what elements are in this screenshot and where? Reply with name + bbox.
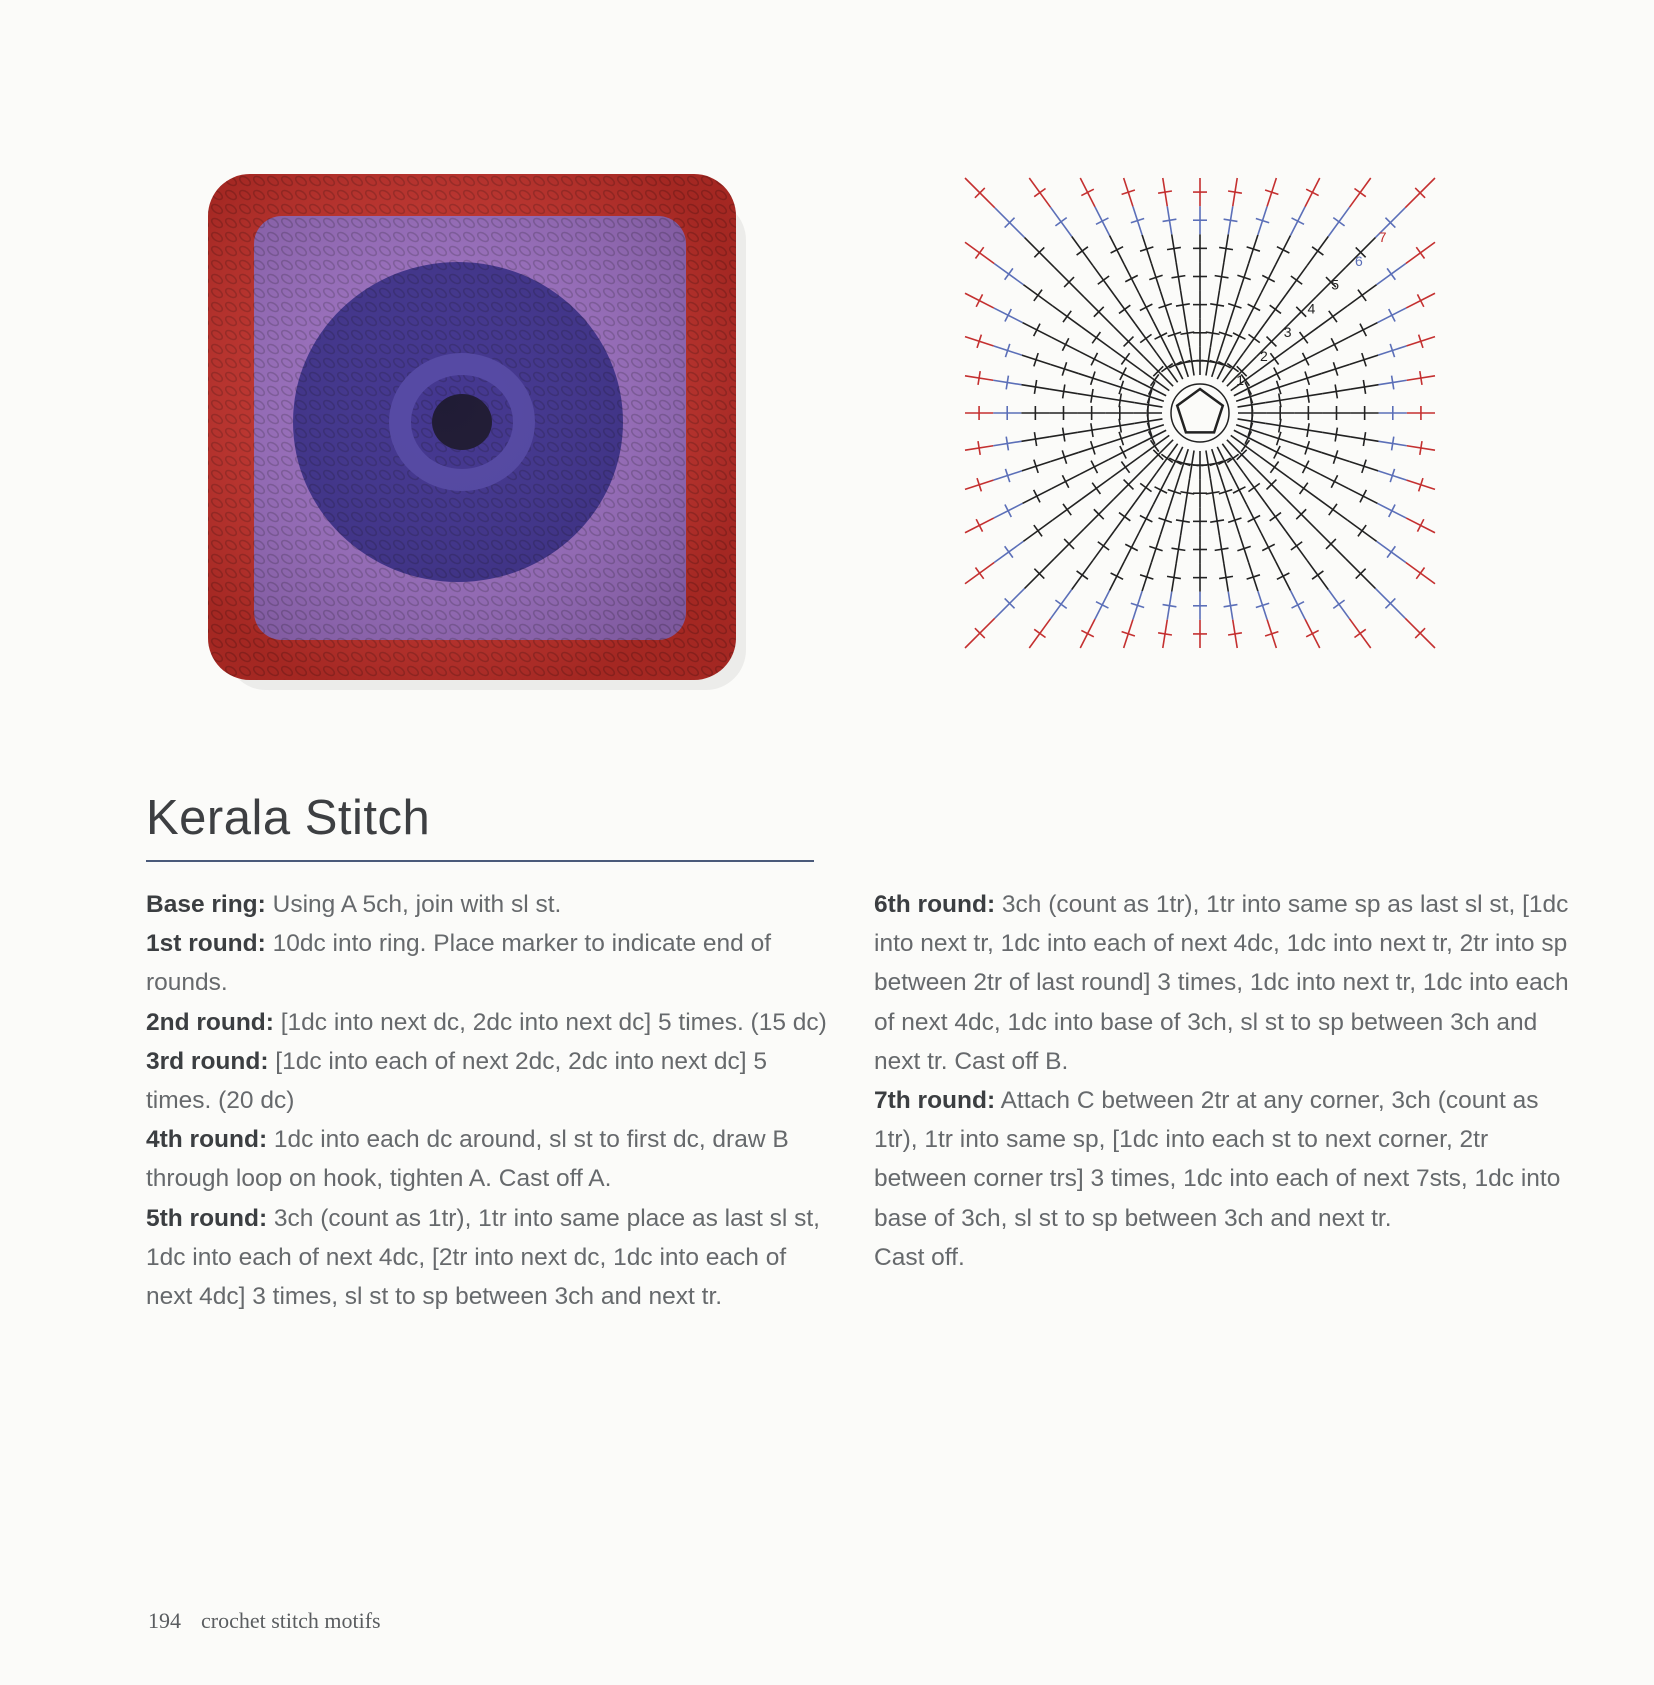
crochet-chart-diagram (935, 145, 1475, 685)
title-divider (146, 860, 814, 862)
instruction-round-2: 2nd round: [1dc into next dc, 2dc into next dc] 5 times. (15 dc) (146, 1008, 827, 1036)
section-name: crochet stitch motifs (201, 1608, 381, 1633)
chart-round-label-6: 6 (1355, 252, 1363, 269)
instruction-cast-off: Cast off. (874, 1243, 965, 1271)
page-title: Kerala Stitch (146, 791, 431, 845)
instruction-round-7: 7th round: Attach C between 2tr at any corner, 3ch (count as 1tr), 1tr into same sp, [1dc into each st to next corner, 2tr between corner trs] 3 times, 1dc into each of next 7sts, 1dc into base of 3ch, sl st to sp between 3ch and next tr. (874, 1087, 1561, 1232)
instruction-base-ring: Base ring: Using A 5ch, join with sl st. (146, 891, 562, 918)
instruction-round-4: 4th round: 1dc into each dc around, sl st to first dc, draw B through loop on hook, tighten A. Cast off A. (146, 1126, 789, 1193)
chart-round-label-1: 1 (1236, 371, 1245, 388)
chart-round-label-4: 4 (1307, 300, 1316, 317)
instructions-right-column (874, 885, 1574, 1277)
instructions-left-column (146, 885, 836, 1316)
chart-round-label-5: 5 (1331, 276, 1340, 293)
chart-round-label-7: 7 (1378, 229, 1387, 246)
chart-round-label-3: 3 (1283, 324, 1292, 341)
chart-base-ring (1177, 389, 1223, 432)
page-number: 194 (148, 1608, 181, 1633)
page-footer (148, 1608, 381, 1634)
instruction-round-3: 3rd round: [1dc into each of next 2dc, 2dc into next dc] 5 times. (20 dc) (146, 1047, 767, 1115)
chart-round-label-2: 2 (1260, 348, 1268, 364)
instruction-round-1: 1st round: 10dc into ring. Place marker to indicate end of rounds. (146, 930, 772, 997)
crochet-square-photo (196, 160, 756, 695)
instruction-round-6: 6th round: 3ch (count as 1tr), 1tr into same sp as last sl st, [1dc into next tr, 1dc into each of next 4dc, 1dc into next tr, 2tr into sp between 2tr of last round] 3 times, 1dc into next tr, 1dc into each of next 4dc, 1dc into base of 3ch, sl st to sp between 3ch and next tr. Cast off B. (874, 891, 1569, 1075)
instruction-round-5: 5th round: 3ch (count as 1tr), 1tr into same place as last sl st, 1dc into each of next 4dc, [2tr into next dc, 1dc into each of next 4dc] 3 times, sl st to sp between 3ch and next tr. (146, 1204, 820, 1311)
